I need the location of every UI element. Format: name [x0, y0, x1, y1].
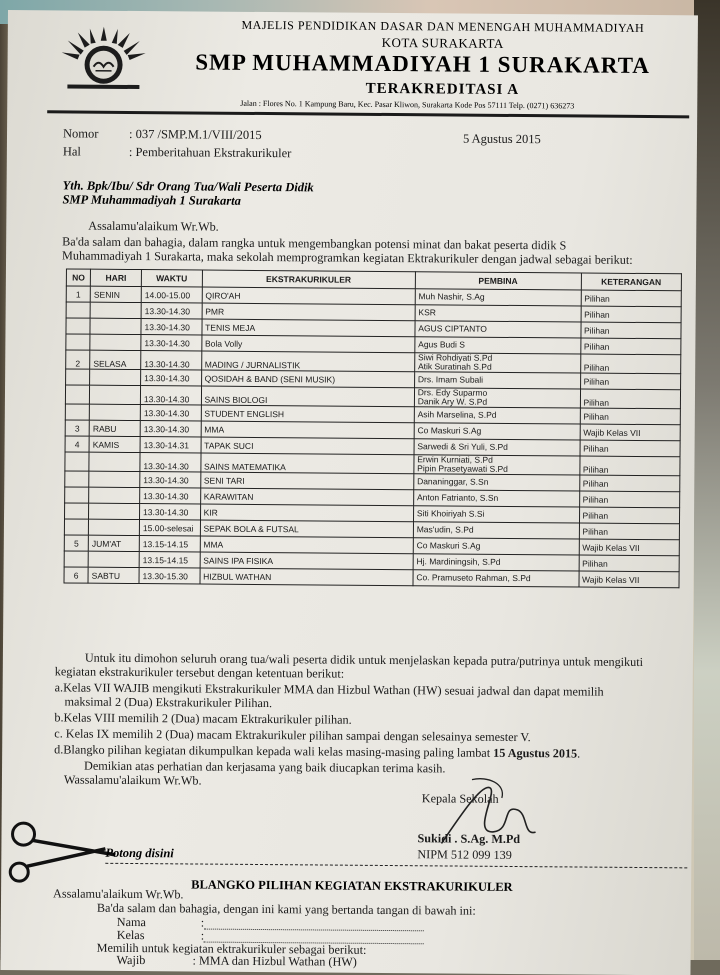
row-number — [66, 334, 90, 350]
row-day — [89, 404, 140, 420]
form-kelas-colon: : — [200, 928, 205, 943]
header-no: NO — [66, 269, 90, 286]
row-day — [90, 385, 141, 404]
row-day — [90, 318, 141, 334]
row-extracurricular: HIZBUL WATHAN — [200, 568, 413, 586]
row-time: 13.30-14.30 — [140, 472, 201, 488]
row-day — [89, 519, 140, 535]
letterhead-city: KOTA SURAKARTA — [381, 34, 504, 51]
row-number — [65, 385, 89, 404]
row-keterangan: Pilihan — [580, 322, 681, 339]
row-day — [90, 369, 141, 385]
extracurricular-schedule-table — [63, 268, 681, 588]
header-hari: HARI — [90, 269, 141, 286]
row-day — [88, 551, 139, 567]
row-time: 13.15-14.15 — [139, 552, 200, 568]
row-day: KAMIS — [89, 436, 140, 452]
header-ekstrakurikuler: EKSTRAKURIKULER — [202, 270, 415, 289]
row-keterangan: Pilihan — [580, 373, 681, 390]
header-waktu: WAKTU — [141, 270, 202, 287]
farewell-line: Wassalamu'alaikum Wr.Wb. — [63, 772, 202, 788]
row-pembina-1: Drs. Edy Suparmo — [417, 387, 488, 398]
opening-paragraph-line-2: Muhammadiyah 1 Surakarta, maka sekolah memprogramkan kegiatan Ektrakurikuler dengan jadwal sebagai berikut: — [62, 248, 633, 267]
row-keterangan: Wajib Kelas VII — [579, 539, 680, 556]
row-pembina-2: Pipin Prasetyawati S.Pd — [417, 463, 508, 474]
row-keterangan: Pilihan — [580, 338, 681, 355]
signature-name: Sukidi . S.Ag. M.Pd — [417, 831, 521, 847]
row-time: 13.30-14.30 — [141, 351, 202, 370]
row-keterangan: Pilihan — [580, 408, 681, 425]
row-extracurricular: MMA — [201, 421, 414, 439]
row-number: 6 — [64, 567, 88, 583]
row-extracurricular: TAPAK SUCI — [201, 437, 414, 455]
row-time: 13.30-14.30 — [140, 421, 201, 437]
row-number — [65, 404, 89, 420]
nomor-label: Nomor — [62, 126, 99, 141]
rule-c: c. Kelas IX memilih 2 (Dua) macam Ektrakurikuler pilihan sampai dengan selesainya semester V. — [54, 726, 531, 745]
row-time: 13.30-15.30 — [139, 568, 200, 584]
row-keterangan: Pilihan — [580, 440, 681, 457]
row-pembina: Sarwedi & Sri Yuli, S.Pd — [414, 439, 580, 456]
row-pembina: Agus Budi S — [415, 337, 581, 354]
row-time: 13.30-14.30 — [141, 303, 202, 319]
row-pembina: Siti Khoiriyah S.Si — [413, 506, 579, 523]
row-pembina: Hj. Mardiningsih, S.Pd — [413, 554, 579, 571]
row-pembina — [414, 455, 580, 475]
row-keterangan: Pilihan — [580, 389, 681, 409]
row-day: SABTU — [88, 567, 139, 583]
row-number: 1 — [66, 286, 90, 302]
row-number: 4 — [65, 436, 89, 452]
row-pembina: Anton Fatrianto, S.Sn — [413, 490, 579, 507]
row-keterangan: Pilihan — [579, 475, 680, 492]
closing-paragraph-line-1: Untuk itu dimohon seluruh orang tua/wali peserta didik untuk menjelaskan kepada putra/putrinya untuk mengikuti — [84, 650, 644, 670]
rule-d-text: d.Blangko pilihan kegiatan dikumpulkan kepada wali kelas masing-masing paling lambat — [54, 742, 494, 760]
row-time: 13.30-14.30 — [140, 386, 201, 405]
letter-page — [0, 10, 698, 975]
rule-a-line-1: a.Kelas VII WAJIB mengikuti Ekstrakurikuler MMA dan Hizbul Wathan (HW) sesuai jadwal dan dapat memilih — [54, 680, 604, 699]
closing-paragraph-line-2: kegiatan ekstrakurikuler tersebut dengan ketentuan berikut: — [54, 664, 345, 681]
row-extracurricular: Bola Volly — [201, 335, 414, 353]
opening-paragraph-line-1: Ba'da salam dan bahagia, dalam rangka untuk mengembangkan potensi minat dan bakat peserta didik S — [62, 234, 567, 253]
row-number — [66, 302, 90, 318]
row-day — [90, 302, 141, 318]
row-pembina: Asih Marselina, S.Pd — [414, 407, 580, 424]
table-row — [64, 567, 679, 588]
row-extracurricular: QOSIDAH & BAND (SENI MUSIK) — [201, 370, 414, 388]
row-time: 13.30-14.30 — [140, 488, 201, 504]
row-time: 15.00-selesai — [139, 520, 200, 536]
letterhead-school-name: SMP MUHAMMADIYAH 1 SURAKARTA — [195, 49, 650, 79]
row-keterangan: Pilihan — [580, 354, 681, 374]
row-number — [66, 369, 90, 385]
cut-line — [105, 863, 687, 869]
rule-d — [54, 742, 580, 760]
row-pembina: AGUS CIPTANTO — [415, 321, 581, 338]
row-time: 13.30-14.30 — [140, 504, 201, 520]
row-extracurricular: STUDENT ENGLISH — [201, 405, 414, 423]
row-day — [90, 334, 141, 350]
row-extracurricular: SEPAK BOLA & FUTSAL — [200, 520, 413, 538]
row-pembina: Dananinggar, S.Sn — [414, 474, 580, 491]
row-extracurricular: SENI TARI — [200, 472, 413, 490]
row-extracurricular: SAINS MATEMATIKA — [200, 453, 413, 474]
row-number — [64, 551, 88, 567]
row-keterangan: Pilihan — [579, 456, 680, 476]
row-number: 5 — [64, 535, 88, 551]
row-pembina — [414, 353, 580, 373]
row-time: 13.30-14.30 — [141, 319, 202, 335]
row-extracurricular: KARAWITAN — [200, 488, 413, 506]
row-time: 14.00-15.00 — [141, 287, 202, 303]
row-extracurricular: SAINS IPA FISIKA — [200, 552, 413, 570]
row-number — [64, 519, 88, 535]
row-keterangan: Pilihan — [579, 491, 680, 508]
form-nama-colon: : — [200, 915, 205, 930]
letterhead-divider — [47, 110, 689, 118]
recipient-line-2: SMP Muhammadiyah 1 Surakarta — [62, 192, 241, 208]
form-title: BLANGKO PILIHAN KEGIATAN EKSTRAKURIKULER — [191, 877, 513, 894]
nomor-value: : 037 /SMP.M.1/VIII/2015 — [128, 126, 262, 142]
row-keterangan: Wajib Kelas VII — [580, 424, 681, 441]
cut-here-label: Potong disini — [105, 845, 174, 861]
row-extracurricular: QIRO'AH — [202, 287, 415, 305]
row-pembina — [414, 388, 580, 408]
row-number — [65, 471, 89, 487]
letter-date: 5 Agustus 2015 — [462, 131, 541, 147]
row-pembina: Co Maskuri S.Ag — [414, 423, 580, 440]
row-pembina: KSR — [415, 305, 581, 322]
row-extracurricular: MMA — [200, 536, 413, 554]
row-time: 13.15-14.15 — [139, 536, 200, 552]
row-number — [65, 452, 89, 471]
rule-d-deadline: 15 Agustus 2015 — [493, 745, 578, 761]
row-time: 13.30-14.31 — [140, 437, 201, 453]
row-time: 13.30-14.30 — [141, 370, 202, 386]
row-extracurricular: KIR — [200, 504, 413, 522]
row-day — [89, 452, 140, 471]
row-pembina: Drs. Imam Subali — [414, 372, 580, 389]
form-wajib-value: : MMA dan Hizbul Wathan (HW) — [192, 953, 357, 969]
row-number — [65, 487, 89, 503]
rule-d-end: . — [577, 746, 581, 761]
row-day: SENIN — [90, 286, 141, 302]
row-pembina: Co Maskuri S.Ag — [413, 538, 579, 555]
hal-label: Hal — [62, 144, 82, 159]
row-day: JUM'AT — [88, 535, 139, 551]
row-extracurricular: TENIS MEJA — [202, 319, 415, 337]
thanks-line: Demikian atas perhatian dan kerjasama yang baik diucapkan terima kasih. — [84, 758, 446, 776]
row-pembina-1: Siwi Rohdiyati S.Pd — [418, 352, 493, 363]
row-time: 13.30-14.30 — [141, 335, 202, 351]
row-time: 13.30-14.30 — [140, 405, 201, 421]
header-pembina: PEMBINA — [415, 272, 581, 290]
form-nama-label: Nama — [116, 914, 147, 930]
row-number: 2 — [66, 350, 90, 369]
letterhead-organization: MAJELIS PENDIDIKAN DASAR DAN MENENGAH MUHAMMADIYAH — [241, 17, 645, 35]
form-greeting: Assalamu'alaikum Wr.Wb. — [53, 886, 184, 902]
row-extracurricular: PMR — [202, 303, 415, 321]
row-keterangan: Pilihan — [581, 290, 682, 307]
form-choose: Memilih untuk kegiatan ektrakurikuler sebagai berikut: — [96, 940, 367, 957]
row-day — [89, 487, 140, 503]
row-keterangan: Pilihan — [579, 507, 680, 524]
signature-nip: NIPM 512 099 139 — [417, 847, 512, 862]
signature-title: Kepala Sekolah — [421, 791, 499, 806]
form-kelas-label: Kelas — [116, 927, 145, 943]
letterhead-accreditation: TERAKREDITASI A — [365, 80, 520, 99]
row-pembina-1: Erwin Kurniati, S.Pd — [417, 454, 493, 465]
opening-greeting: Assalamu'alaikum Wr.Wb. — [88, 218, 219, 234]
header-keterangan: KETERANGAN — [581, 273, 682, 291]
table-body — [64, 286, 681, 588]
row-pembina-2: Danik Ary W. S.Pd — [417, 396, 488, 407]
row-pembina: Co. Pramuseto Rahman, S.Pd — [413, 570, 579, 587]
form-intro: Ba'da salam dan bahagia, dengan ini kami yang bertanda tangan di bawah ini: — [96, 900, 476, 918]
muhammadiyah-logo — [57, 24, 150, 93]
row-day — [89, 471, 140, 487]
rule-a-line-2: maksimal 2 (Dua) Ekstrakurikuler Pilihan. — [64, 694, 273, 711]
row-extracurricular: MADING / JURNALISTIK — [201, 351, 414, 372]
recipient-line-1: Yth. Bpk/Ibu/ Sdr Orang Tua/Wali Peserta Didik — [62, 178, 314, 195]
letterhead-address: Jalan : Flores No. 1 Kampung Baru, Kec. Pasar Kliwon, Surakarta Kode Pos 57111 Telp. (0271) 636273 — [240, 98, 575, 111]
row-extracurricular: SAINS BIOLOGI — [201, 386, 414, 407]
row-day: RABU — [89, 420, 140, 436]
row-time: 13.30-14.30 — [140, 453, 201, 472]
row-pembina-2: Atik Suratinah S.Pd — [417, 361, 492, 372]
row-number — [65, 503, 89, 519]
row-day — [89, 503, 140, 519]
hal-value: : Pemberitahuan Ekstrakurikuler — [128, 144, 292, 161]
row-keterangan: Pilihan — [581, 306, 682, 323]
rule-b: b.Kelas VIII memilih 2 (Dua) macam Ektrakurikuler pilihan. — [54, 710, 352, 727]
row-keterangan: Pilihan — [579, 523, 680, 540]
row-pembina: Mas'udin, S.Pd — [413, 522, 579, 539]
row-day: SELASA — [90, 350, 141, 369]
background-edge — [694, 0, 720, 960]
row-keterangan: Pilihan — [579, 555, 680, 572]
row-number: 3 — [65, 420, 89, 436]
row-number — [66, 318, 90, 334]
form-wajib-label: Wajib — [116, 952, 146, 968]
row-keterangan: Wajib Kelas VII — [579, 571, 680, 588]
row-pembina: Muh Nashir, S.Ag — [415, 289, 581, 306]
